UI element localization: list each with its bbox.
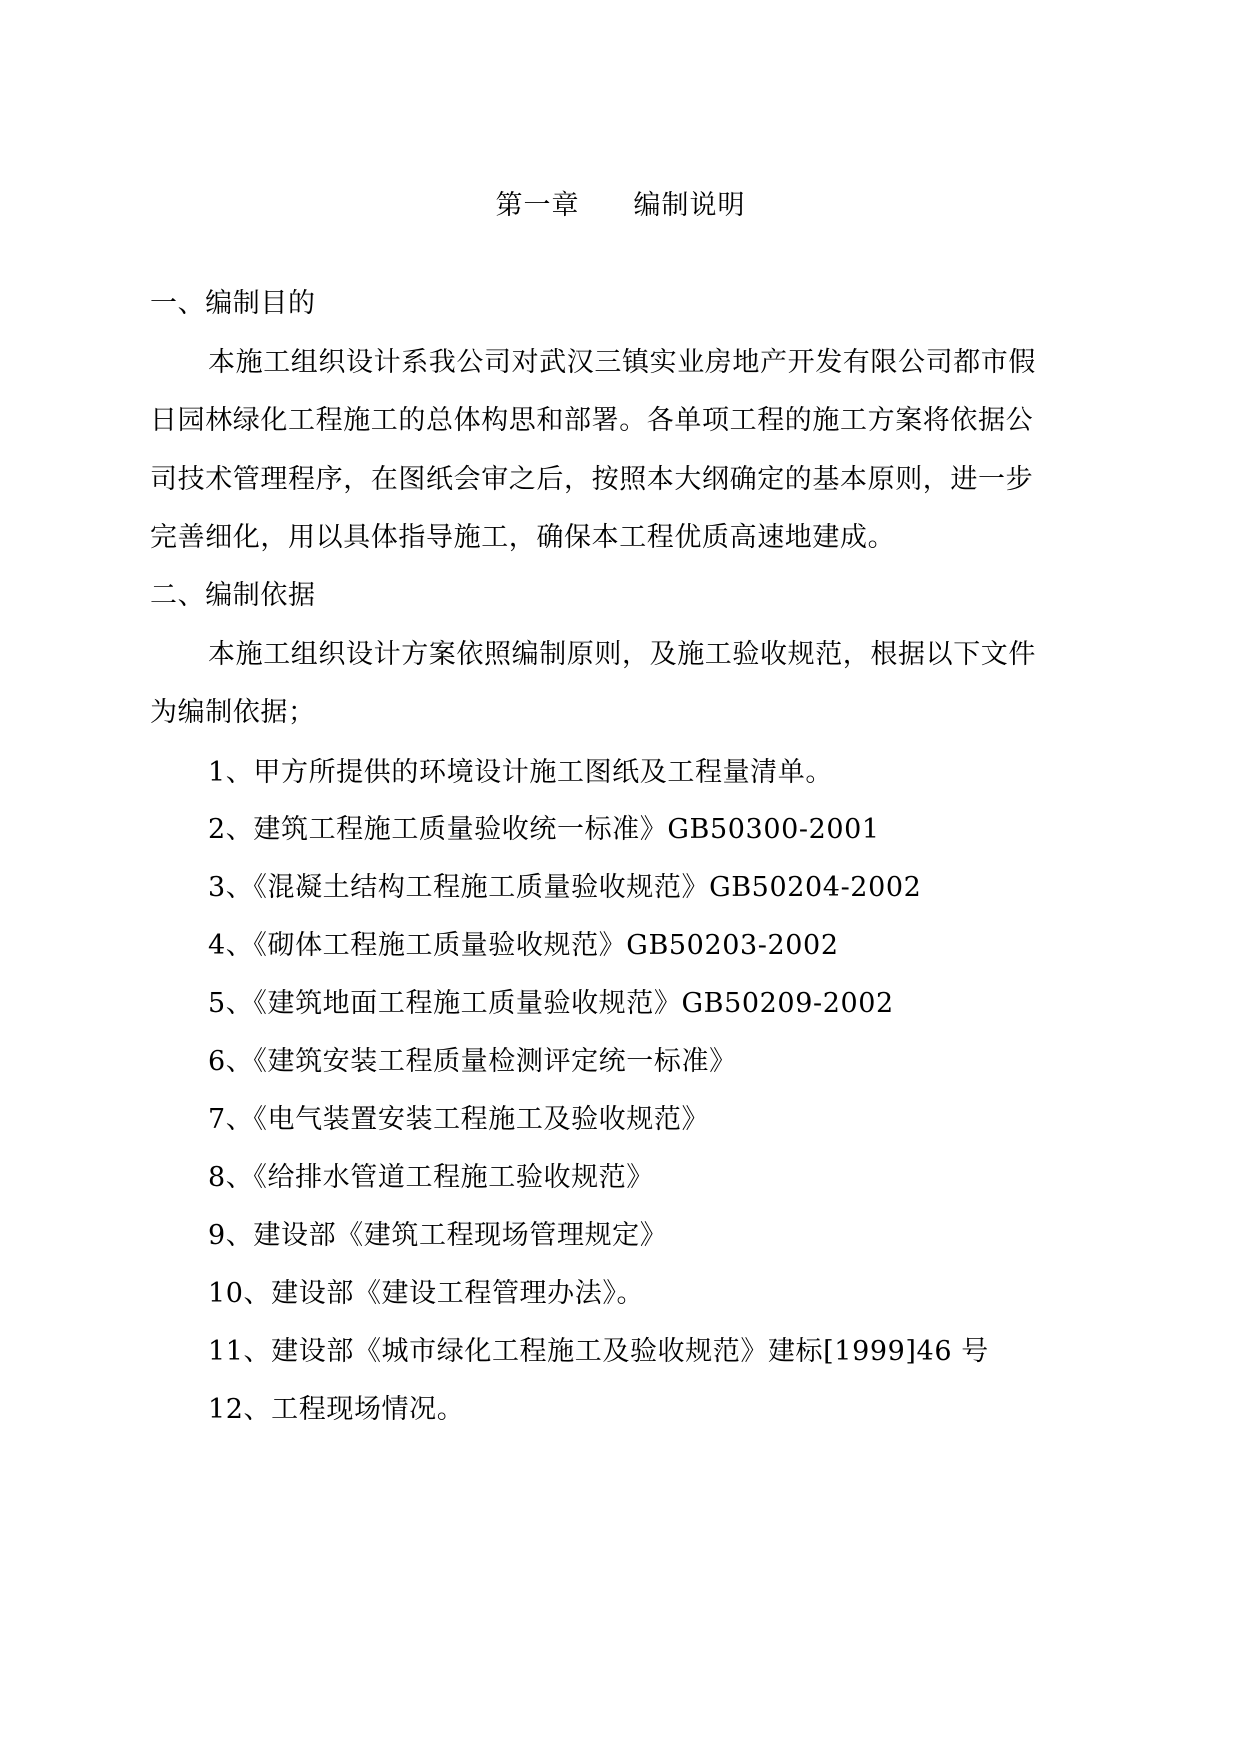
list-item: 3、《混凝土结构工程施工质量验收规范》GB50204-2002 [208, 872, 922, 903]
list-item: 10、建设部《建设工程管理办法》。 [208, 1278, 645, 1309]
paragraph-line: 日园林绿化工程施工的总体构思和部署。各单项工程的施工方案将依据公 [150, 405, 1034, 436]
section-heading-purpose: 一、编制目的 [150, 288, 316, 319]
list-item: 5、《建筑地面工程施工质量验收规范》GB50209-2002 [208, 988, 894, 1019]
list-item: 9、建设部《建筑工程现场管理规定》 [208, 1220, 668, 1251]
list-item: 2、建筑工程施工质量验收统一标准》GB50300-2001 [208, 814, 880, 845]
paragraph-line: 本施工组织设计方案依照编制原则，及施工验收规范，根据以下文件 [208, 639, 1036, 670]
list-item: 4、《砌体工程施工质量验收规范》GB50203-2002 [208, 930, 839, 961]
section-heading-basis: 二、编制依据 [150, 580, 316, 611]
list-item: 12、工程现场情况。 [208, 1394, 465, 1425]
list-item: 7、《电气装置安装工程施工及验收规范》 [208, 1104, 710, 1135]
chapter-name: 编制说明 [633, 190, 746, 221]
chapter-number: 第一章 [495, 190, 580, 221]
list-item: 11、建设部《城市绿化工程施工及验收规范》建标[1999]46 号 [208, 1336, 989, 1367]
paragraph-line: 司技术管理程序，在图纸会审之后，按照本大纲确定的基本原则，进一步 [150, 464, 1034, 495]
paragraph-line: 本施工组织设计系我公司对武汉三镇实业房地产开发有限公司都市假 [208, 347, 1036, 378]
list-item: 8、《给排水管道工程施工验收规范》 [208, 1162, 654, 1193]
list-item: 1、甲方所提供的环境设计施工图纸及工程量清单。 [208, 757, 833, 788]
chapter-title [0, 188, 1241, 224]
paragraph-line: 为编制依据； [150, 697, 316, 728]
paragraph-line: 完善细化，用以具体指导施工，确保本工程优质高速地建成。 [150, 522, 896, 553]
list-item: 6、《建筑安装工程质量检测评定统一标准》 [208, 1046, 737, 1077]
